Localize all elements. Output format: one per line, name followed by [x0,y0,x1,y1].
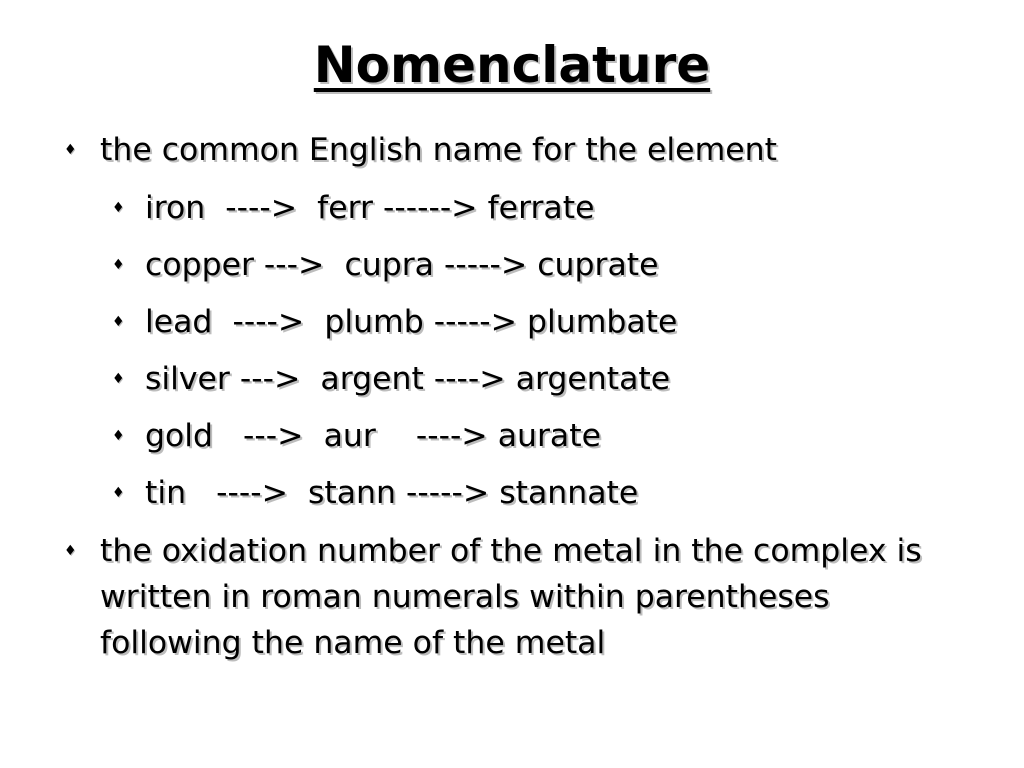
bullet-text: the oxidation number of the metal in the complex is written in roman numerals within parentheses following the name of the metal [100,533,922,661]
diamond-bullet-icon: ♦ [112,314,125,330]
bullet-point [64,130,777,170]
diamond-bullet-icon: ♦ [64,142,77,158]
diamond-bullet-icon: ♦ [112,485,125,501]
diamond-bullet-icon: ♦ [112,257,125,273]
sub-bullet-text: tin ----> stann -----> stannate [145,475,639,511]
slide-title: Nomenclature [313,36,711,94]
sub-bullet-text: iron ----> ferr ------> ferrate [145,190,595,226]
sub-bullet-point [112,302,677,342]
diamond-bullet-icon: ♦ [112,371,125,387]
bullet-text: the common English name for the element [100,132,777,168]
diamond-bullet-icon: ♦ [112,428,125,444]
sub-bullet-point [112,188,594,228]
bullet-point [64,528,940,666]
diamond-bullet-icon: ♦ [64,543,77,559]
diamond-bullet-icon: ♦ [112,200,125,216]
sub-bullet-point [112,245,659,285]
sub-bullet-point [112,473,638,513]
sub-bullet-text: gold ---> aur ----> aurate [145,418,601,454]
sub-bullet-point [112,416,601,456]
sub-bullet-point [112,359,670,399]
sub-bullet-text: copper ---> cupra -----> cuprate [145,247,659,283]
sub-bullet-text: silver ---> argent ----> argentate [145,361,671,397]
sub-bullet-text: lead ----> plumb -----> plumbate [145,304,678,340]
